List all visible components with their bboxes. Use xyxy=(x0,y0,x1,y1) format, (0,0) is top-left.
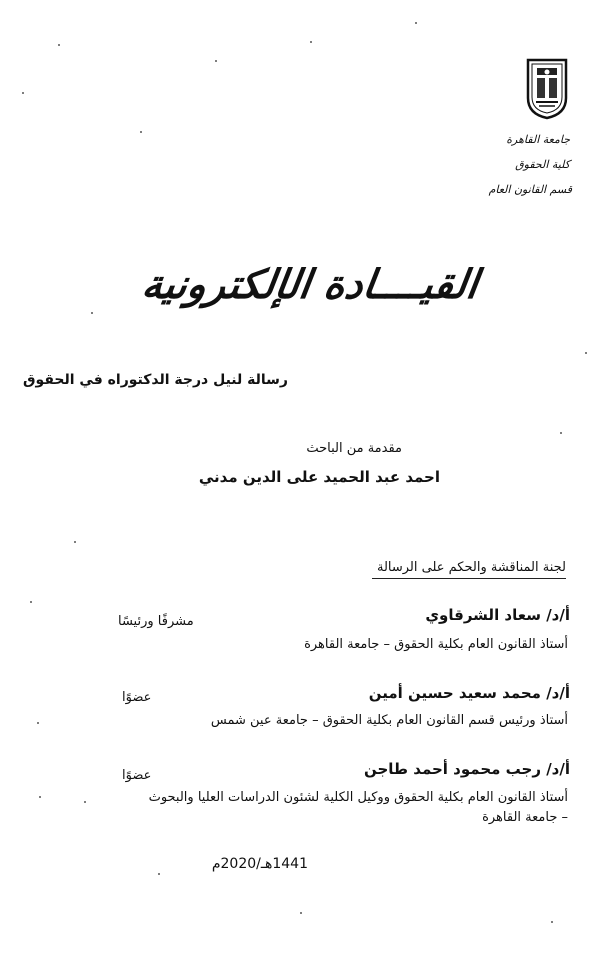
scan-speck xyxy=(300,912,302,914)
member-role: عضوًا xyxy=(122,690,152,705)
member-name: أ/د/ محمد سعيد حسين أمين xyxy=(368,684,570,702)
member-name: أ/د/ سعاد الشرقاوي xyxy=(425,606,570,624)
scan-speck xyxy=(585,352,587,354)
scan-speck xyxy=(310,41,312,43)
member-description-text: أستاذ القانون العام بكلية الحقوق ووكيل الكلية لشئون الدراسات العليا والبحوث – جامعة القاهرة xyxy=(148,790,568,825)
university-name: جامعة القاهرة xyxy=(506,133,570,146)
thesis-title: القيــــادة الإلكترونية xyxy=(139,262,481,308)
university-logo xyxy=(526,58,568,120)
scan-speck xyxy=(415,22,417,24)
scan-speck xyxy=(215,60,217,62)
scan-speck xyxy=(551,921,553,923)
member-role: مشرفًا ورئيسًا xyxy=(118,614,194,629)
scan-speck xyxy=(30,601,32,603)
scan-speck xyxy=(84,801,86,803)
member-role: عضوًا xyxy=(122,768,152,783)
scan-speck xyxy=(560,432,562,434)
scan-speck xyxy=(22,92,24,94)
member-description: أستاذ القانون العام بكلية الحقوق – جامعة القاهرة xyxy=(304,637,568,652)
member-description xyxy=(148,786,568,826)
committee-heading-underline xyxy=(372,578,566,579)
member-description: أستاذ ورئيس قسم القانون العام بكلية الحقوق – جامعة عين شمس xyxy=(210,713,568,728)
scan-speck xyxy=(39,796,41,798)
faculty-name: كلية الحقوق xyxy=(515,158,570,171)
presented-by-label: مقدمة من الباحث xyxy=(306,441,402,456)
scan-speck xyxy=(140,131,142,133)
thesis-date: 1441هـ/2020م xyxy=(211,856,308,872)
scan-speck xyxy=(74,541,76,543)
scan-speck xyxy=(91,312,93,314)
scan-speck xyxy=(37,722,39,724)
member-name: أ/د/ رجب محمود أحمد طاجن xyxy=(363,760,570,778)
seal-icon xyxy=(526,58,568,120)
scan-speck xyxy=(158,873,160,875)
thesis-subtitle: رسالة لنيل درجة الدكتوراه في الحقوق xyxy=(23,372,288,388)
researcher-name: احمد عبد الحميد على الدين مدني xyxy=(198,468,440,486)
committee-heading: لجنة المناقشة والحكم على الرسالة xyxy=(376,560,566,575)
department-name: قسم القانون العام xyxy=(488,183,572,196)
scan-speck xyxy=(58,44,60,46)
